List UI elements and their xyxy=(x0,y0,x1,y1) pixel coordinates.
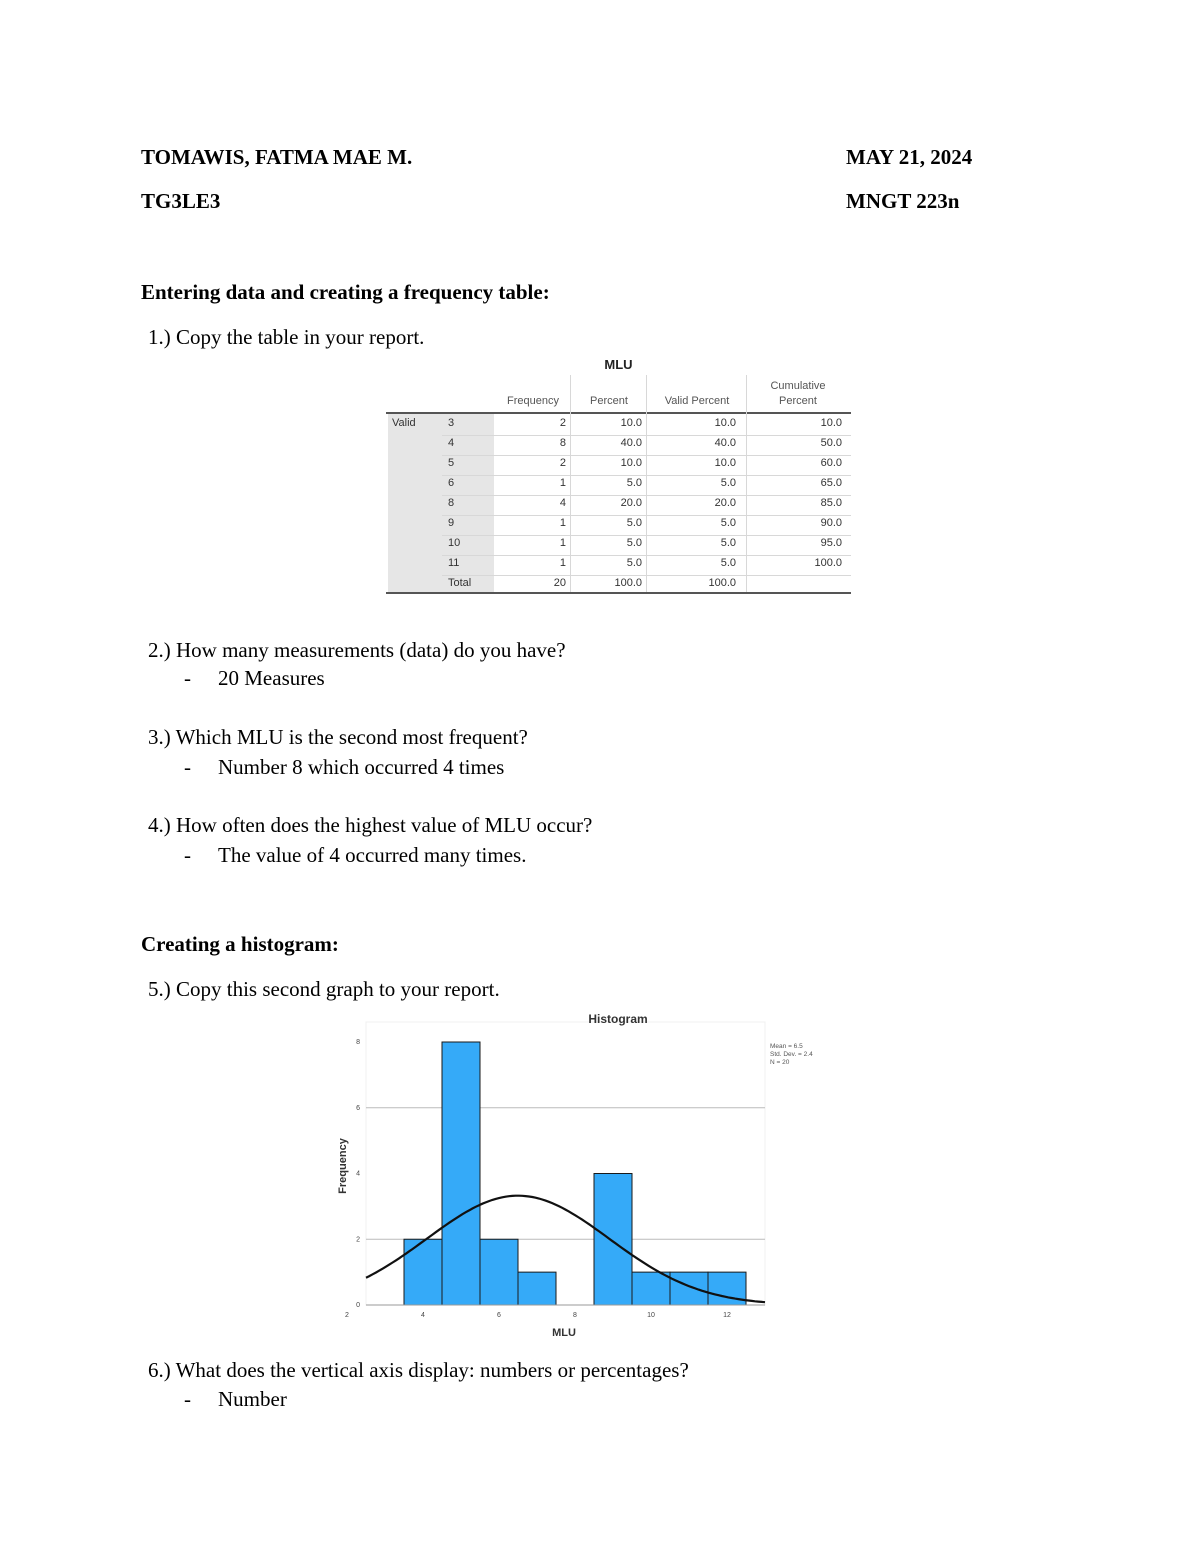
row-label: 5 xyxy=(448,457,455,469)
question-5: 5.) Copy this second graph to your report. xyxy=(148,977,500,1001)
row-divider xyxy=(442,455,851,456)
histogram-bar xyxy=(480,1239,518,1305)
course-code: MNGT 223n xyxy=(846,189,960,213)
cell-valid-percent: 5.0 xyxy=(720,517,736,529)
y-axis-label: Frequency xyxy=(337,1138,349,1194)
cell-cumulative: 65.0 xyxy=(820,477,842,489)
cell-frequency: 4 xyxy=(559,497,566,509)
student-section: TG3LE3 xyxy=(141,189,221,213)
row-label: 4 xyxy=(448,437,455,449)
col-header-cumulative: Cumulative xyxy=(770,380,826,392)
row-label: 6 xyxy=(448,477,455,489)
cell-frequency: 2 xyxy=(559,457,566,469)
cell-cumulative: 85.0 xyxy=(820,497,842,509)
cell-frequency: 1 xyxy=(559,557,566,569)
histogram-chart xyxy=(330,1008,850,1343)
answer-3-text: Number 8 which occurred 4 times xyxy=(218,755,505,779)
histogram-bar xyxy=(594,1174,632,1306)
row-label: 3 xyxy=(448,417,455,429)
cell-valid-percent: 5.0 xyxy=(720,537,736,549)
x-axis-label: MLU xyxy=(552,1327,576,1339)
cell-percent: 10.0 xyxy=(620,417,642,429)
col-divider xyxy=(746,375,747,593)
row-divider xyxy=(442,515,851,516)
y-tick-label: 8 xyxy=(356,1039,360,1046)
row-divider xyxy=(442,555,851,556)
answer-6-text: Number xyxy=(218,1387,287,1411)
bullet-dash: - xyxy=(184,843,191,867)
cell-percent: 10.0 xyxy=(620,457,642,469)
stats-line: Mean = 6.5 xyxy=(770,1043,803,1050)
row-divider xyxy=(442,495,851,496)
cell-percent: 5.0 xyxy=(626,477,642,489)
histogram-bar xyxy=(442,1042,480,1305)
cell-percent: 20.0 xyxy=(620,497,642,509)
cell-valid-percent: 40.0 xyxy=(714,437,736,449)
chart-title: Histogram xyxy=(588,1012,648,1026)
col-header-valid-percent: Valid Percent xyxy=(664,395,730,407)
col-divider xyxy=(570,375,571,593)
cell-frequency: 8 xyxy=(559,437,566,449)
bullet-dash: - xyxy=(184,666,191,690)
x-tick-label: 12 xyxy=(723,1312,731,1319)
col-header-percent: Percent xyxy=(590,395,628,407)
col-divider xyxy=(646,375,647,593)
answer-2 xyxy=(184,666,784,692)
cell-percent: 5.0 xyxy=(626,517,642,529)
cell-percent: 40.0 xyxy=(620,437,642,449)
row-divider xyxy=(442,535,851,536)
row-divider xyxy=(442,575,851,576)
cell-frequency: 20 xyxy=(553,577,566,589)
cell-percent: 5.0 xyxy=(626,537,642,549)
cell-percent: 100.0 xyxy=(614,577,642,589)
cell-cumulative: 10.0 xyxy=(820,417,842,429)
frequency-table xyxy=(386,355,851,595)
question-3: 3.) Which MLU is the second most frequent? xyxy=(148,725,528,749)
section-title-frequency-table: Entering data and creating a frequency table: xyxy=(141,280,550,304)
cell-valid-percent: 100.0 xyxy=(708,577,736,589)
answer-4 xyxy=(184,843,784,869)
cell-cumulative: 60.0 xyxy=(820,457,842,469)
col-header-frequency: Frequency xyxy=(507,395,559,407)
header-rule xyxy=(386,412,851,414)
answer-6 xyxy=(184,1387,784,1413)
cell-valid-percent: 5.0 xyxy=(720,477,736,489)
bottom-rule xyxy=(386,592,851,594)
table-stub-background xyxy=(388,413,494,593)
answer-3 xyxy=(184,755,784,781)
cell-frequency: 1 xyxy=(559,517,566,529)
x-tick-label: 8 xyxy=(573,1312,577,1319)
histogram-bar xyxy=(632,1272,670,1305)
row-divider xyxy=(442,435,851,436)
stats-line: Std. Dev. = 2.4 xyxy=(770,1051,813,1058)
row-label: 11 xyxy=(448,557,460,569)
answer-2-text: 20 Measures xyxy=(218,666,325,690)
stats-line: N = 20 xyxy=(770,1059,790,1066)
question-2: 2.) How many measurements (data) do you have? xyxy=(148,638,566,662)
row-label: Total xyxy=(448,577,472,589)
y-tick-label: 2 xyxy=(356,1236,360,1244)
cell-frequency: 1 xyxy=(559,537,566,549)
col-header-cumulative-percent: Percent xyxy=(779,395,817,407)
cell-percent: 5.0 xyxy=(626,557,642,569)
histogram-svg xyxy=(330,1008,850,1343)
question-1: 1.) Copy the table in your report. xyxy=(148,325,425,349)
y-tick-label: 0 xyxy=(356,1302,360,1309)
cell-cumulative: 100.0 xyxy=(814,557,842,569)
cell-cumulative: 50.0 xyxy=(820,437,842,449)
cell-frequency: 1 xyxy=(559,477,566,489)
row-label: 8 xyxy=(448,497,455,509)
table-title: MLU xyxy=(604,357,633,372)
cell-cumulative: 90.0 xyxy=(820,517,842,529)
x-tick-label: 6 xyxy=(497,1312,501,1319)
row-label: 10 xyxy=(448,537,461,549)
histogram-bar xyxy=(518,1272,556,1305)
x-tick-label: 10 xyxy=(647,1312,655,1319)
student-name: TOMAWIS, FATMA MAE M. xyxy=(141,145,413,169)
stub-label-valid: Valid xyxy=(392,417,416,429)
y-tick-label: 6 xyxy=(356,1104,360,1112)
row-divider xyxy=(442,475,851,476)
cell-valid-percent: 10.0 xyxy=(714,457,736,469)
bullet-dash: - xyxy=(184,1387,191,1411)
cell-frequency: 2 xyxy=(559,417,566,429)
answer-4-text: The value of 4 occurred many times. xyxy=(218,843,527,867)
x-tick-label: 2 xyxy=(345,1312,349,1319)
report-date: MAY 21, 2024 xyxy=(846,145,973,169)
x-tick-label: 4 xyxy=(421,1312,425,1319)
y-tick-label: 4 xyxy=(356,1170,360,1178)
cell-cumulative: 95.0 xyxy=(820,537,842,549)
bullet-dash: - xyxy=(184,755,191,779)
question-6: 6.) What does the vertical axis display: numbers or percentages? xyxy=(148,1358,689,1382)
row-label: 9 xyxy=(448,517,455,529)
cell-valid-percent: 5.0 xyxy=(720,557,736,569)
cell-valid-percent: 10.0 xyxy=(714,417,736,429)
cell-valid-percent: 20.0 xyxy=(714,497,736,509)
histogram-bar xyxy=(404,1239,442,1305)
histogram-bar xyxy=(670,1272,708,1305)
section-title-histogram: Creating a histogram: xyxy=(141,932,339,956)
question-4: 4.) How often does the highest value of MLU occur? xyxy=(148,813,593,837)
